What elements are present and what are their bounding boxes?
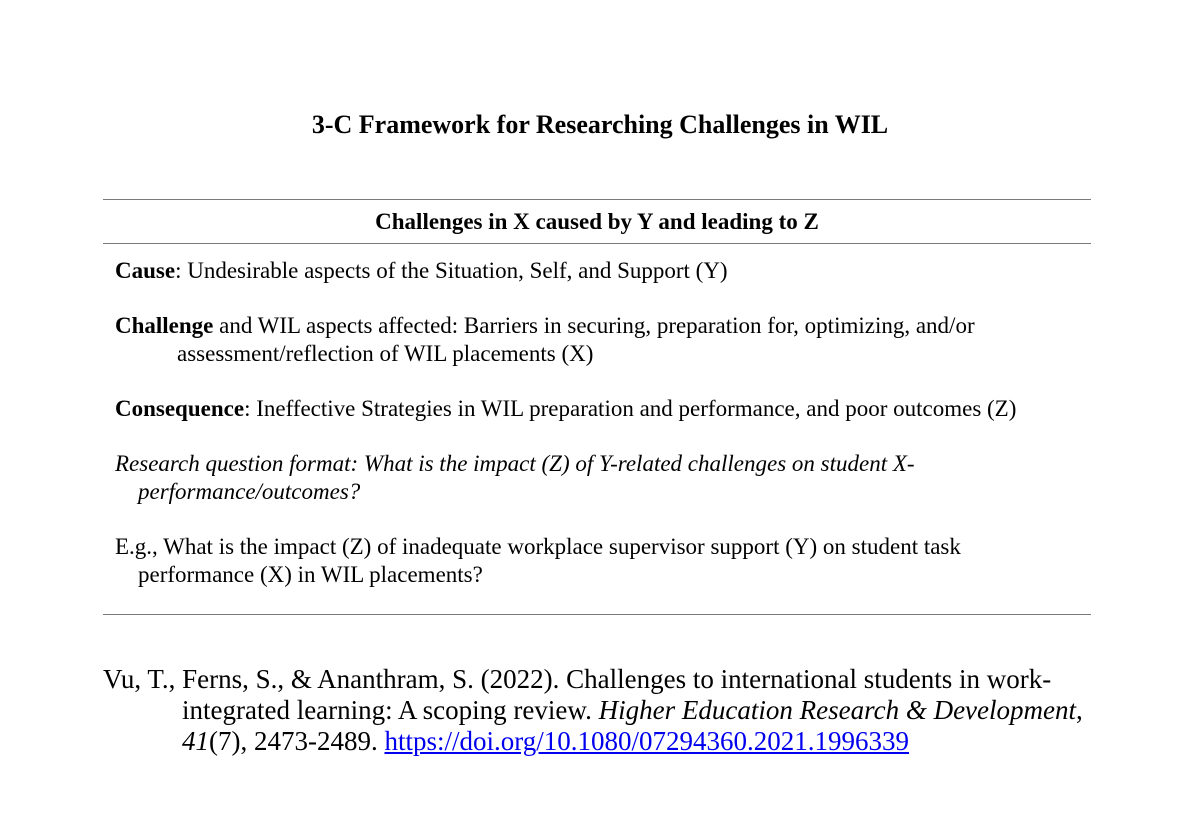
consequence-term: Consequence [115,396,245,421]
research-question-format: Research question format: What is the impact (Z) of Y-related challenges on student X-performance/outcomes? [115,451,915,504]
citation-journal: Higher Education Research & Development [598,695,1077,725]
citation-authors: Vu, T., Ferns, S., & Ananthram, S. (2022). Challenges to international students in work-integrated learning: A scoping review. [103,664,1052,725]
cause-paragraph [115,257,1071,285]
cause-term: Cause [115,258,176,283]
cause-text: : Undesirable aspects of the Situation, Self, and Support (Y) [175,258,728,283]
challenge-paragraph [115,312,1071,368]
reference-citation [103,664,1103,757]
table-header: Challenges in X caused by Y and leading to Z [103,200,1091,244]
challenge-text: and WIL aspects affected: Barriers in securing, preparation for, optimizing, and/or assessment/reflection of WIL placements (X) [177,313,975,366]
doi-link[interactable]: https://doi.org/10.1080/07294360.2021.1996339 [384,726,910,756]
citation-comma: , [1076,695,1083,725]
challenge-term: Challenge [115,313,214,338]
consequence-text: : Ineffective Strategies in WIL preparation and performance, and poor outcomes (Z) [244,396,1017,421]
consequence-paragraph [115,395,1071,423]
example-question: E.g., What is the impact (Z) of inadequate workplace supervisor support (Y) on student task performance (X) in WIL placements? [115,534,961,587]
citation-volume: 41 [182,726,209,756]
framework-table [103,199,1091,615]
page-title: 3-C Framework for Researching Challenges in WIL [311,110,889,139]
citation-pages: (7), 2473-2489. [209,726,385,756]
